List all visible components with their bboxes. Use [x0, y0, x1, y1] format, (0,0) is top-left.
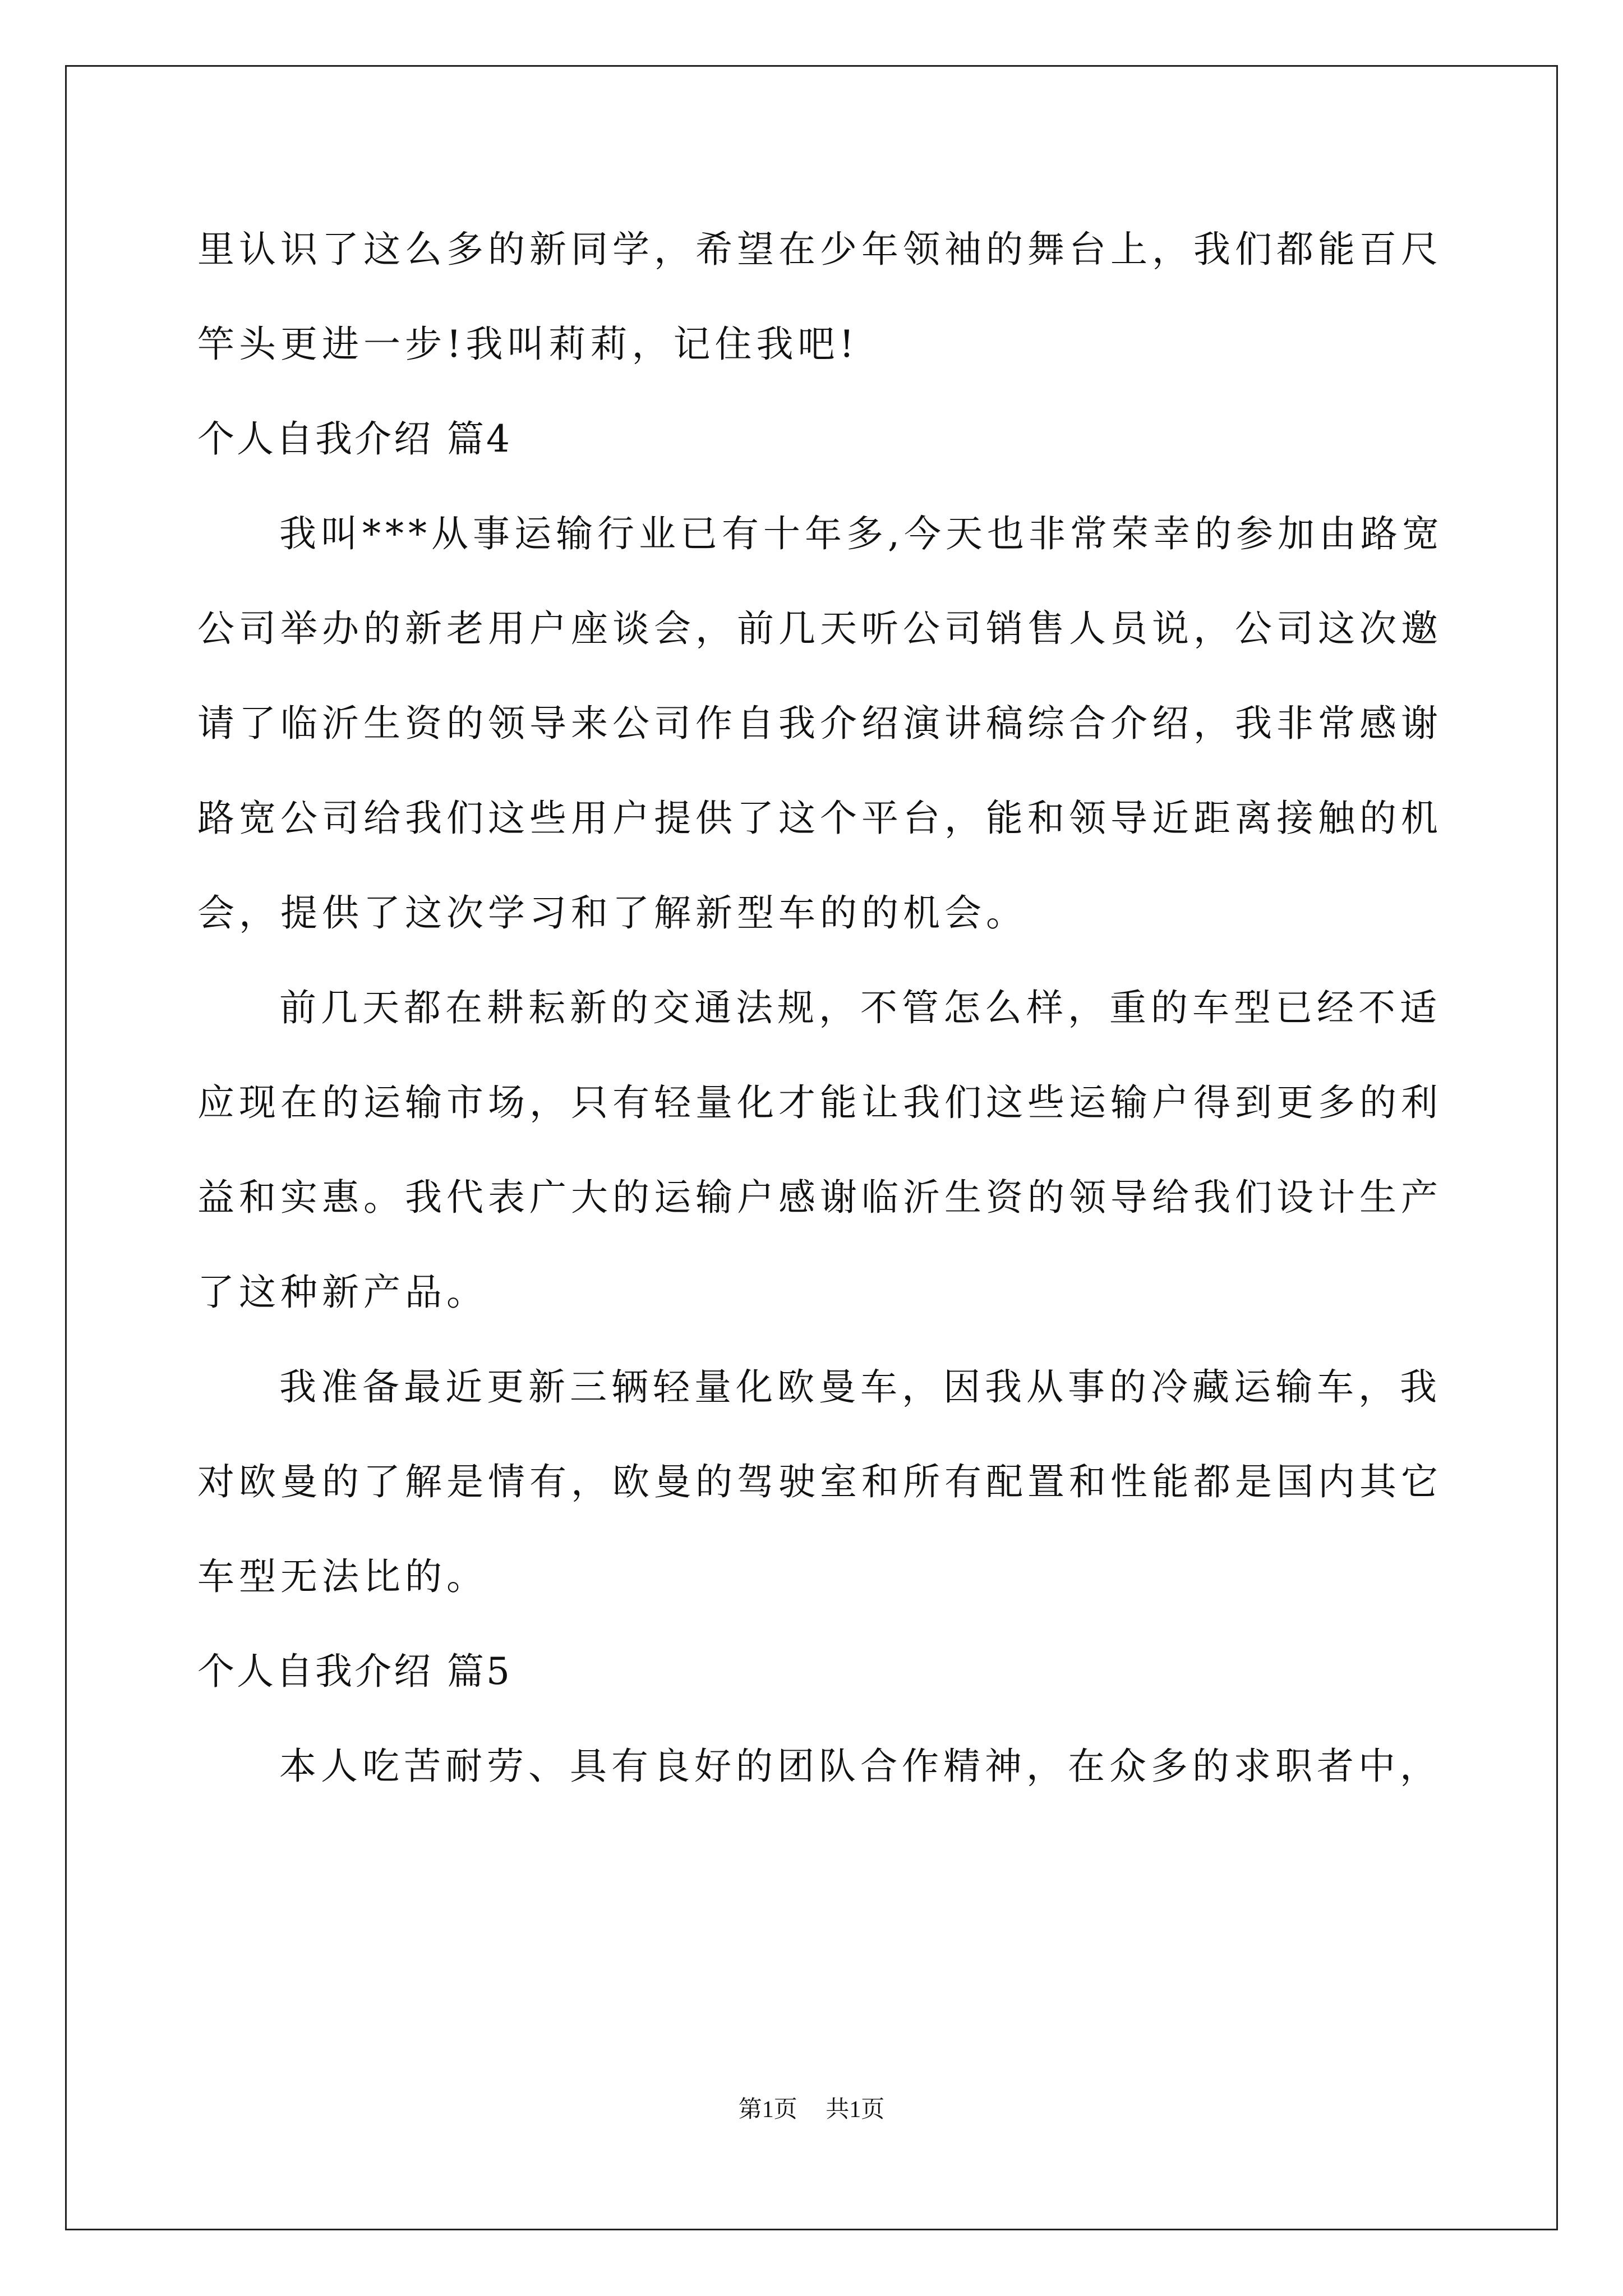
paragraph-line: 对欧曼的了解是情有，欧曼的驾驶室和所有配置和性能都是国内其它: [197, 1460, 1442, 1503]
paragraph-line: 会，提供了这次学习和了解新型车的的机会。: [197, 891, 1027, 935]
page-footer: [0, 2091, 1623, 2124]
paragraph-line: 了这种新产品。: [197, 1271, 488, 1314]
paragraph-line: 公司举办的新老用户座谈会，前几天听公司销售人员说，公司这次邀: [197, 607, 1442, 650]
paragraph-line: 益和实惠。我代表广大的运输户感谢临沂生资的领导给我们设计生产: [197, 1176, 1442, 1219]
paragraph-line: 本人吃苦耐劳、具有良好的团队合作精神，在众多的求职者中，: [279, 1745, 1441, 1788]
paragraph-line: 我准备最近更新三辆轻量化欧曼车，因我从事的冷藏运输车，我: [279, 1365, 1441, 1409]
paragraph-line: 车型无法比的。: [197, 1555, 488, 1598]
paragraph-line: 路宽公司给我们这些用户提供了这个平台，能和领导近距离接触的机: [197, 797, 1442, 840]
section-heading: 个人自我介绍 篇5: [197, 1650, 512, 1693]
paragraph-line: 应现在的运输市场，只有轻量化才能让我们这些运输户得到更多的利: [197, 1081, 1442, 1124]
paragraph-line: 请了临沂生资的领导来公司作自我介绍演讲稿综合介绍，我非常感谢: [197, 702, 1442, 745]
paragraph-line: 我叫***从事运输行业已有十年多,今天也非常荣幸的参加由路宽: [279, 512, 1444, 555]
page-number-current: 第1页: [738, 2097, 797, 2123]
document-body: [197, 202, 1444, 1814]
paragraph-line: 里认识了这么多的新同学，希望在少年领袖的舞台上，我们都能百尺: [197, 228, 1442, 271]
section-heading: 个人自我介绍 篇4: [197, 417, 512, 461]
paragraph-line: 前几天都在耕耘新的交通法规，不管怎么样，重的车型已经不适: [279, 986, 1441, 1029]
page-number-total: 共1页: [826, 2097, 885, 2123]
paragraph-line: 竿头更进一步!我叫莉莉，记住我吧!: [197, 323, 859, 366]
